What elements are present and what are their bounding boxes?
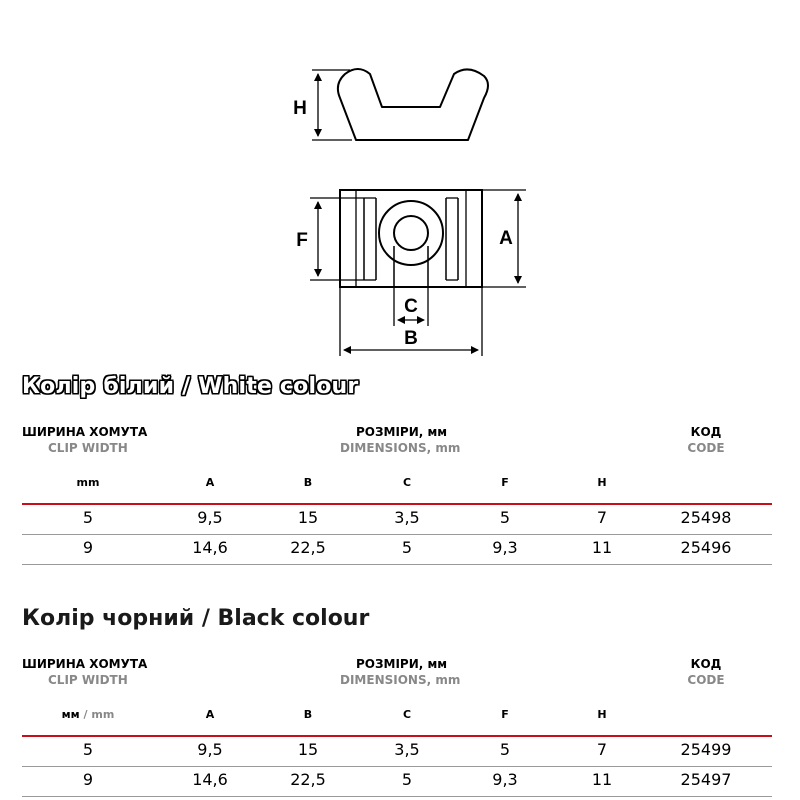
unit-clip-width: mm — [76, 476, 100, 489]
column-a: A — [205, 708, 215, 721]
column-b: B — [303, 476, 313, 489]
header-code — [682, 424, 730, 456]
column-f: F — [501, 476, 509, 489]
cell-h: 7 — [596, 740, 608, 759]
cell-code: 25497 — [680, 770, 732, 789]
column-h: H — [597, 476, 607, 489]
cell-b: 22,5 — [290, 538, 326, 557]
header-code-en: CODE — [687, 441, 725, 455]
header-divider — [22, 503, 772, 505]
column-c: C — [402, 476, 412, 489]
header-clip-width-en: CLIP WIDTH — [48, 441, 128, 455]
section-title-black: Колір чорний / Black colour — [22, 606, 370, 631]
units-row — [22, 476, 772, 490]
unit-clip-width — [62, 708, 115, 721]
cell-b: 15 — [297, 740, 319, 759]
cell-h: 7 — [596, 508, 608, 527]
column-c: C — [402, 708, 412, 721]
header-dimensions-en: DIMENSIONS, mm — [340, 441, 461, 455]
section-title-white: Колір білий / White colour — [22, 374, 359, 399]
header-clip-width-ua: ШИРИНА ХОМУТА — [22, 657, 148, 671]
column-b: B — [303, 708, 313, 721]
header-clip-width-en: CLIP WIDTH — [48, 673, 128, 687]
header-clip-width-ua: ШИРИНА ХОМУТА — [22, 425, 148, 439]
header-dimensions — [340, 424, 460, 456]
cell-clip-width: 9 — [82, 538, 94, 557]
top-view — [340, 190, 482, 287]
header-code-en: CODE — [687, 673, 725, 687]
header-code-ua: КОД — [690, 657, 722, 671]
cell-clip-width: 5 — [82, 740, 94, 759]
header-code — [682, 656, 730, 688]
column-h: H — [597, 708, 607, 721]
header-dimensions-en: DIMENSIONS, mm — [340, 673, 461, 687]
cell-code: 25496 — [680, 538, 732, 557]
cell-h: 11 — [591, 770, 613, 789]
cell-f: 5 — [499, 740, 511, 759]
cell-clip-width: 9 — [82, 770, 94, 789]
table-row — [22, 538, 772, 562]
row-divider — [22, 564, 772, 565]
cell-b: 22,5 — [290, 770, 326, 789]
unit-clip-width-en: mm — [91, 708, 115, 721]
header-dimensions-ua: РОЗМІРИ, мм — [356, 425, 448, 439]
dimension-label-b: B — [404, 328, 418, 349]
cell-code: 25499 — [680, 740, 732, 759]
cell-code: 25498 — [680, 508, 732, 527]
cell-clip-width: 5 — [82, 508, 94, 527]
header-code-ua: КОД — [690, 425, 722, 439]
cell-a: 14,6 — [192, 770, 228, 789]
cell-b: 15 — [297, 508, 319, 527]
cell-f: 9,3 — [492, 770, 518, 789]
technical-drawing — [0, 0, 800, 360]
cell-a: 9,5 — [197, 740, 223, 759]
header-clip-width — [22, 656, 147, 688]
cell-a: 14,6 — [192, 538, 228, 557]
dimension-label-a: A — [499, 228, 513, 249]
header-clip-width — [22, 424, 147, 456]
cell-a: 9,5 — [197, 508, 223, 527]
row-divider — [22, 796, 772, 797]
unit-separator: / — [83, 708, 88, 721]
column-f: F — [501, 708, 509, 721]
table-row — [22, 508, 772, 532]
side-view — [338, 69, 488, 140]
column-a: A — [205, 476, 215, 489]
cell-f: 5 — [499, 508, 511, 527]
cell-f: 9,3 — [492, 538, 518, 557]
dimension-label-h: H — [293, 98, 307, 119]
cell-c: 5 — [401, 538, 413, 557]
header-divider — [22, 735, 772, 737]
dimension-label-c: C — [404, 296, 418, 317]
row-divider — [22, 766, 772, 767]
cell-c: 5 — [401, 770, 413, 789]
header-dimensions-ua: РОЗМІРИ, мм — [356, 657, 448, 671]
cell-h: 11 — [591, 538, 613, 557]
unit-clip-width-ua: мм — [61, 708, 80, 721]
table-row — [22, 740, 772, 764]
cell-c: 3,5 — [394, 740, 420, 759]
units-row — [22, 708, 772, 722]
table-row — [22, 770, 772, 794]
dimension-label-f: F — [296, 230, 308, 251]
row-divider — [22, 534, 772, 535]
cell-c: 3,5 — [394, 508, 420, 527]
header-dimensions — [340, 656, 460, 688]
